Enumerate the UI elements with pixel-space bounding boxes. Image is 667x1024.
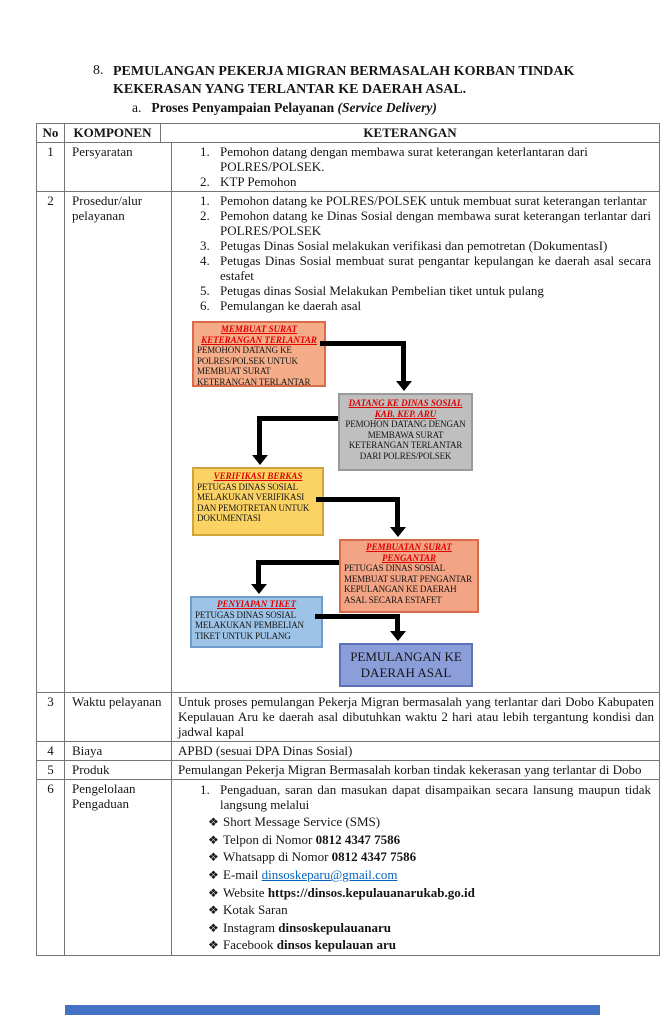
komponen-cell: Pengelolaan Pengaduan [64, 780, 171, 955]
contact-channel-list [172, 815, 654, 953]
diamond-bullet-icon: ❖ [208, 815, 219, 830]
flow-box-title: VERIFIKASI BERKAS [213, 471, 303, 481]
page-title [113, 63, 633, 99]
flow-box-verifikasi-berkas [192, 467, 324, 536]
table-row-biaya [37, 741, 659, 760]
keterangan-cell [171, 693, 659, 741]
diamond-bullet-icon: ❖ [208, 867, 219, 882]
row-number: 1 [47, 144, 54, 159]
table-row-produk [37, 760, 659, 779]
diamond-bullet-icon: ❖ [208, 850, 219, 865]
flow-box-body: PETUGAS DINAS SOSIAL MEMBUAT SURAT PENGANTAR KEPULANGAN KE DAERAH ASAL SECARA ESTAFET [344, 563, 473, 605]
phone-number: 0812 4347 7586 [315, 831, 401, 847]
next-section-header-strip [65, 1005, 600, 1015]
keterangan-cell [171, 780, 659, 955]
flow-box-title: PEMBUATAN SURAT PENGANTAR [366, 542, 452, 563]
row-number: 4 [47, 743, 54, 758]
column-header-komponen: KOMPONEN [64, 124, 160, 142]
komponen-cell: Prosedur/alur pelayanan [64, 192, 171, 692]
flow-arrow [401, 341, 406, 383]
flow-arrowhead-icon [396, 381, 412, 391]
flow-box-body: PEMOHON DATANG DENGAN MEMBAWA SURAT KETERANGAN TERLANTAR DARI POLRES/POLSEK [345, 419, 466, 461]
list-item: 1. Pemohon datang dengan membawa surat keterangan keterlantaran dari POLRES/POLSEK. [200, 144, 588, 174]
list-item: 1. Pemohon datang ke POLRES/POLSEK untuk membuat surat keterangan terlantar [200, 193, 647, 208]
flow-box-body: PETUGAS DINAS SOSIAL MELAKUKAN PEMBELIAN TIKET UNTUK PULANG [195, 609, 304, 641]
flow-box-pembuatan-surat-pengantar [339, 539, 479, 613]
flow-arrow [257, 416, 262, 457]
contact-channel-sms: ❖ Short Message Service (SMS) [208, 814, 381, 830]
flow-box-body: PETUGAS DINAS SOSIAL MELAKUKAN VERIFIKASI DAN PEMOTRETAN UNTUK DOKUMENTASI [197, 481, 310, 523]
flow-arrowhead-icon [251, 584, 267, 594]
flow-box-membuat-surat-keterangan-terlantar [192, 321, 326, 387]
contact-channel-whatsapp: ❖ Whatsapp di Nomor 0812 4347 7586 [208, 849, 417, 865]
flow-box-penyiapan-tiket [190, 596, 323, 648]
diamond-bullet-icon: ❖ [208, 832, 219, 847]
flow-box-body: PEMOHON DATANG KE POLRES/POLSEK UNTUK MEMBUAT SURAT KETERANGAN TERLANTAR [197, 345, 311, 387]
komponen-cell: Waktu pelayanan [64, 693, 171, 741]
flow-arrowhead-icon [252, 455, 268, 465]
keterangan-cell [171, 143, 659, 191]
page-title-line2: KEKERASAN YANG TERLANTAR KE DAERAH ASAL. [113, 82, 467, 97]
keterangan-cell [171, 761, 659, 779]
flow-arrow [395, 497, 400, 530]
flow-arrow [316, 497, 400, 502]
list-item: 5. Petugas dinas Sosial Melakukan Pembelian tiket untuk pulang [200, 283, 544, 298]
diamond-bullet-icon: ❖ [208, 938, 219, 953]
contact-channel-phone: ❖ Telpon di Nomor 0812 4347 7586 [208, 831, 401, 847]
website-url: https://dinsos.kepulauanarukab.go.id [267, 884, 475, 900]
flow-box-datang-ke-dinas-sosial [338, 393, 473, 471]
flow-box-pemulangan-ke-daerah-asal [339, 643, 473, 687]
contact-channel-website: ❖ Website https://dinsos.kepulauanarukab.go.id [208, 884, 475, 900]
flow-arrowhead-icon [390, 527, 406, 537]
subsection-heading [132, 100, 437, 116]
list-item: 1. Pengaduan, saran dan masukan dapat disampaikan secara lansung maupun tidak langsung melalui [200, 782, 651, 812]
whatsapp-number: 0812 4347 7586 [331, 849, 417, 865]
section-number: 8. [93, 63, 104, 78]
column-header-no: No [42, 125, 59, 140]
flow-box-title: DATANG KE DINAS SOSIAL KAB. KEP. ARU [348, 398, 463, 419]
flow-arrow [320, 341, 406, 346]
table-row-persyaratan [37, 142, 659, 191]
subsection-title-italic: (Service Delivery) [337, 100, 437, 115]
page-title-line1: PEMULANGAN PEKERJA MIGRAN BERMASALAH KORBAN TINDAK [113, 64, 575, 79]
flow-arrowhead-icon [390, 631, 406, 641]
flow-box-title: PENYIAPAN TIKET [216, 599, 297, 609]
flow-arrow [315, 614, 400, 619]
list-item: 6. Pemulangan ke daerah asal [200, 298, 362, 313]
email-link[interactable]: dinsoskeparu@gmail.com [261, 866, 398, 882]
table-header-row [37, 124, 659, 142]
diamond-bullet-icon: ❖ [208, 885, 219, 900]
flow-arrow [256, 560, 339, 565]
list-item: 3. Petugas Dinas Sosial melakukan verifikasi dan pemotretan (DokumentasI) [200, 238, 608, 253]
keterangan-cell [171, 742, 659, 760]
flow-box-title: MEMBUAT SURAT KETERANGAN TERLANTAR [201, 324, 317, 345]
row-number: 3 [47, 694, 54, 709]
service-table [36, 123, 660, 956]
table-row-waktu [37, 692, 659, 741]
diamond-bullet-icon: ❖ [208, 903, 219, 918]
table-row-prosedur [37, 191, 659, 692]
contact-channel-facebook: ❖ Facebook dinsos kepulauan aru [208, 937, 397, 953]
list-item: 2. Pemohon datang ke Dinas Sosial dengan membawa surat keterangan terlantar dari POLRES/POLSEK [200, 208, 651, 238]
keterangan-text: APBD (sesuai DPA Dinas Sosial) [178, 743, 353, 758]
komponen-cell: Produk [64, 761, 171, 779]
diamond-bullet-icon: ❖ [208, 920, 219, 935]
list-item: 4. Petugas Dinas Sosial membuat surat pengantar kepulangan ke daerah asal secara estafet [200, 253, 651, 283]
flow-box-final-text: PEMULANGAN KE DAERAH ASAL [350, 649, 462, 680]
keterangan-text: Untuk proses pemulangan Pekerja Migran bermasalah yang terlantar dari Dobo Kabupaten Kepulauan Aru ke daerah asal dibutuhkan waktu 2 hari atau lebih tergantung kondisi dan jadwal kapal [178, 694, 654, 739]
flow-arrow [257, 416, 338, 421]
column-header-keterangan: KETERANGAN [160, 124, 659, 142]
komponen-cell: Persyaratan [64, 143, 171, 191]
subsection-label: a. [132, 100, 142, 115]
facebook-handle: dinsos kepulauan aru [276, 937, 397, 953]
contact-channel-kotak-saran: ❖ Kotak Saran [208, 902, 288, 918]
row-number: 6 [47, 781, 54, 796]
service-flowchart [172, 315, 654, 690]
keterangan-cell [171, 192, 659, 692]
contact-channel-instagram: ❖ Instagram dinsoskepulauanaru [208, 919, 391, 935]
row-number: 5 [47, 762, 54, 777]
komponen-cell: Biaya [64, 742, 171, 760]
list-item: 2. KTP Pemohon [200, 174, 297, 189]
keterangan-text: Pemulangan Pekerja Migran Bermasalah korban tindak kekerasan yang terlantar di Dobo [178, 762, 642, 777]
instagram-handle: dinsoskepulauanaru [278, 919, 391, 935]
subsection-title: Proses Penyampaian Pelayanan [151, 100, 338, 115]
flow-arrow [256, 560, 261, 587]
contact-channel-email: ❖ E-mail dinsoskeparu@gmail.com [208, 866, 398, 882]
row-number: 2 [47, 193, 54, 208]
table-row-pengaduan [37, 779, 659, 955]
